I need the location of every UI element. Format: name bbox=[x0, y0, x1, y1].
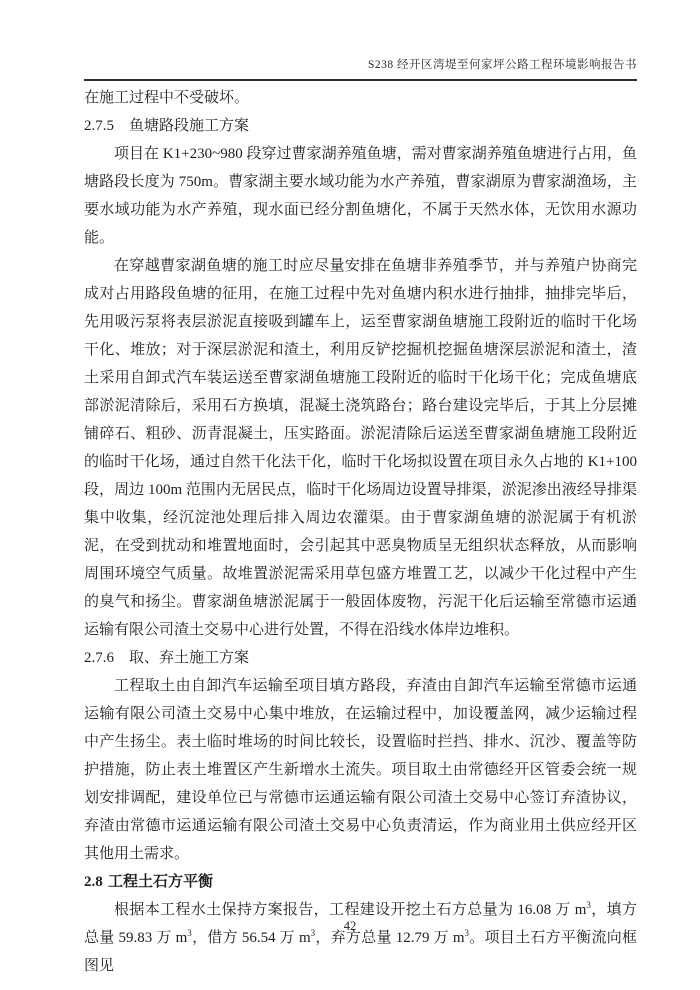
section-heading-2-7-6 bbox=[84, 644, 637, 672]
paragraph-earthwork-balance bbox=[84, 896, 637, 980]
superscript-cubed: 3 bbox=[187, 928, 192, 938]
section-title: 鱼塘路段施工方案 bbox=[129, 118, 250, 134]
superscript-cubed: 3 bbox=[464, 928, 470, 938]
earthwork-text-3: ，借方 56.54 万 m bbox=[191, 930, 311, 946]
section-number: 2.7.5 bbox=[84, 118, 114, 134]
running-header bbox=[84, 56, 637, 72]
header-rule bbox=[84, 79, 637, 81]
section-number: 2.8 bbox=[84, 874, 103, 890]
paragraph-fishpond-construction: 在穿越曹家湖鱼塘的施工时应尽量安排在鱼塘非养殖季节，并与养殖户协商完成对占用路段鱼塘的征用，在施工过程中先对鱼塘内积水进行抽排，抽排完毕后，先用吸污泵将表层淤泥直接吸到罐车上，运至曹家湖鱼塘施工段附近的临时干化场干化、堆放；对于深层淤泥和渣土，利用反铲挖掘机挖掘鱼塘深层淤泥和渣土，渣土采用自卸式汽车装运送至曹家湖鱼塘施工段附近的临时干化场干化；完成鱼塘底部淤泥清除后，采用石方换填，混凝土浇筑路台；路台建设完毕后，于其上分层摊铺碎石、粗砂、沥青混凝土，压实路面。淤泥清除后运送至曹家湖鱼塘施工段附近的临时干化场，通过自然干化法干化，临时干化场拟设置在项目永久占地的 K1+100 段，周边 100m 范围内无居民点，临时干化场周边设置导排渠，淤泥渗出液经导排渠集中收集，经沉淀池处理后排入周边农灌渠。由于曹家湖鱼塘的淤泥属于有机淤泥，在受到扰动和堆置地面时，会引起其中恶臭物质呈无组织状态释放，从而影响周围环境空气质量。故堆置淤泥需采用草包盛方堆置工艺，以减少干化过程中产生的臭气和扬尘。曹家湖鱼塘淤泥属于一般固体废物，污泥干化后运输至常德市运通运输有限公司渣土交易中心进行处置，不得在沿线水体岸边堆积。 bbox=[84, 258, 637, 638]
page-number: 42 bbox=[343, 919, 357, 933]
section-heading-2-8 bbox=[84, 868, 637, 896]
earthwork-text-4: ，弃方总量 12.79 万 m bbox=[315, 930, 465, 946]
earthwork-text-1: 根据本工程水土保持方案报告，工程建设开挖土石方总量为 16.08 万 m bbox=[114, 902, 587, 918]
paragraph-borrow-spoil: 工程取土由自卸汽车运输至项目填方路段，弃渣由自卸汽车运输至常德市运通运输有限公司渣土交易中心集中堆放，在运输过程中，加设覆盖网，减少运输过程中产生扬尘。表土临时堆场的时间比较长，设置临时拦挡、排水、沉沙、覆盖等防护措施，防止表土堆置区产生新增水土流失。项目取土由常德经开区管委会统一规划安排调配，建设单位已与常德市运通运输有限公司渣土交易中心签订弃渣协议，弃渣由常德市运通运输有限公司渣土交易中心负责清运，作为商业用土供应经开区其他用土需求。 bbox=[84, 678, 637, 862]
paragraph-continuation: 在施工过程中不受破坏。 bbox=[84, 90, 250, 106]
superscript-cubed: 3 bbox=[310, 928, 316, 938]
running-header-title: S238 经开区湾堤至何家坪公路工程环境影响报告书 bbox=[367, 59, 637, 71]
section-title: 取、弃土施工方案 bbox=[129, 650, 250, 666]
page-footer bbox=[0, 919, 700, 934]
document-body bbox=[84, 84, 637, 980]
section-heading-2-7-5 bbox=[84, 112, 637, 140]
superscript-cubed: 3 bbox=[586, 900, 591, 910]
section-number: 2.7.6 bbox=[84, 650, 114, 666]
earthwork-text-5: 。项目土石方平衡流向框图见 bbox=[84, 930, 637, 974]
earthwork-text-2: ，填方总量 59.83 万 m bbox=[84, 902, 637, 946]
section-title: 工程土石方平衡 bbox=[108, 874, 214, 890]
paragraph-fishpond-overview: 项目在 K1+230~980 段穿过曹家湖养殖鱼塘，需对曹家湖养殖鱼塘进行占用，鱼塘路段长度为 750m。曹家湖主要水域功能为水产养殖，曹家湖原为曹家湖渔场，主要水域功能为水产养殖，现水面已经分割鱼塘化，不属于天然水体，无饮用水源功能。 bbox=[84, 146, 637, 246]
